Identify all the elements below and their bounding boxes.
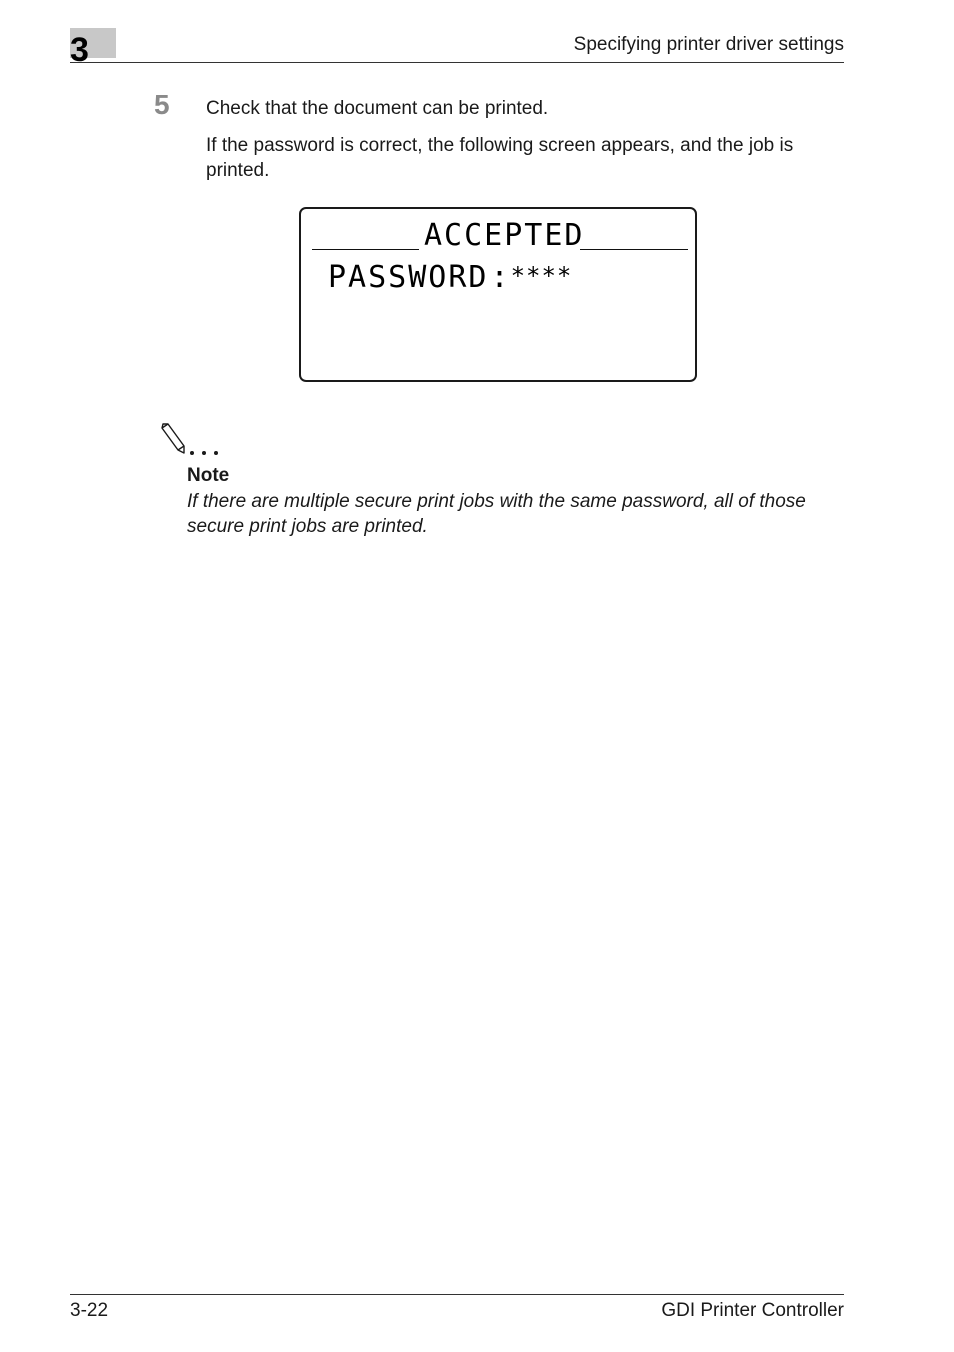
- screen-password-line: [328, 258, 572, 296]
- note-text: If there are multiple secure print jobs with the same password, all of those secure print jobs are printed.: [187, 491, 806, 537]
- page-number: 3-22: [70, 1300, 109, 1321]
- screen-password-label: PASSWORD: [328, 260, 489, 295]
- header-divider: [70, 62, 844, 63]
- chapter-number: 3: [70, 31, 89, 69]
- note-label: Note: [187, 465, 230, 486]
- screen-title: ACCEPTED: [424, 218, 585, 253]
- step-detail: If the password is correct, the following screen appears, and the job is printed.: [206, 135, 794, 181]
- footer-divider: [70, 1294, 844, 1295]
- footer-product-name: GDI Printer Controller: [661, 1300, 844, 1321]
- pencil-note-icon: [156, 422, 222, 458]
- step-instruction: Check that the document can be printed.: [206, 98, 549, 119]
- running-header-title: Specifying printer driver settings: [573, 34, 844, 55]
- screen-password-separator: :: [490, 260, 509, 295]
- screen-password-value: ****: [510, 262, 573, 290]
- screen-title-rule-left: [312, 249, 419, 250]
- step-number: 5: [154, 89, 170, 120]
- screen-title-rule-right: [580, 249, 688, 250]
